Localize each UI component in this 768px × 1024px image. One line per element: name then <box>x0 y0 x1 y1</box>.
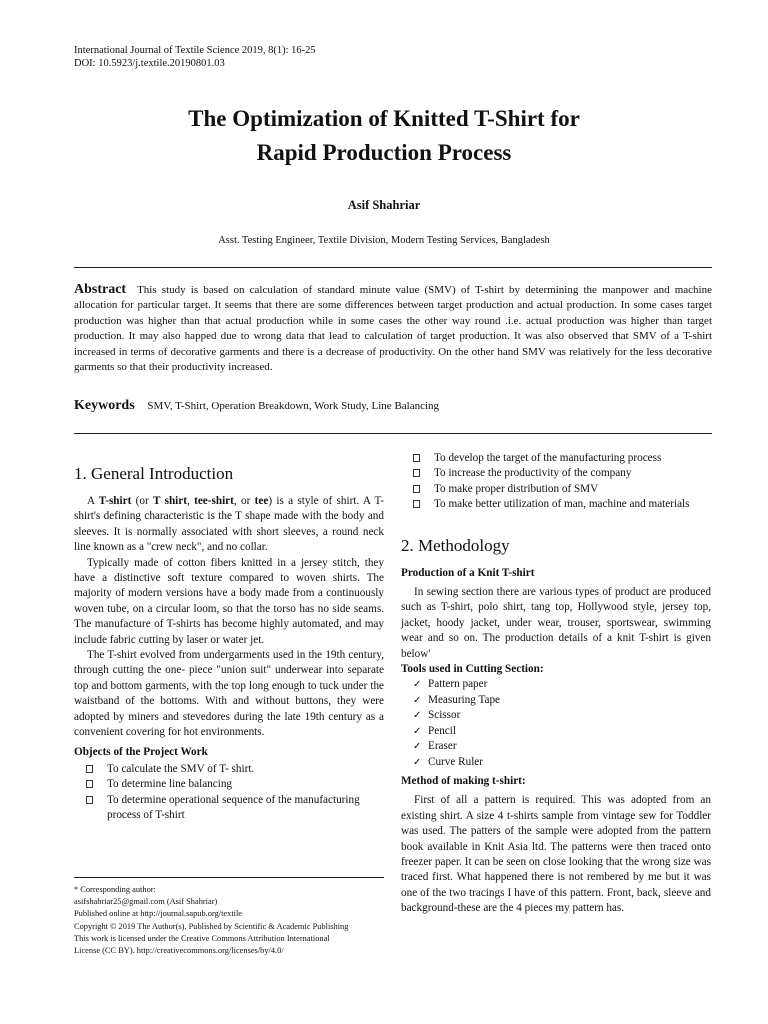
paper-title <box>0 102 768 170</box>
list-item: To make proper distribution of SMV <box>401 482 711 497</box>
checkbox-icon <box>413 500 420 508</box>
copyright: Copyright © 2019 The Author(s). Published by Scientific & Academic Publishing <box>74 921 349 931</box>
author-email: asifshahriar25@gmail.com (Asif Shahriar) <box>74 897 218 907</box>
divider-top <box>74 267 712 268</box>
intro-heading: 1. General Introduction <box>74 464 234 483</box>
objects-list-continued <box>401 451 711 513</box>
list-item: ✓ Curve Ruler <box>401 755 711 770</box>
check-icon: ✓ <box>413 741 422 753</box>
abstract-label: Abstract <box>74 282 127 297</box>
author-name: Asif Shahriar <box>347 198 421 212</box>
method-paragraph: First of all a pattern is required. This was adopted from an existing shirt. A size 4 t-shirts sample from vintage sew for Toddler was used. The patters of the sample were adopted from the pattern book available in Knit Asia ltd. The patterns were then traced onto freezer paper. It can be seen on close looking that the wrong size was traced first. What happened there is not rembered by me but it was one of the two tracings I have of this pattern. Front, back, sleeve and background-these are the 4 pieces my pattern has. <box>401 794 711 915</box>
journal-header <box>74 44 316 70</box>
keywords-label: Keywords <box>74 398 135 413</box>
intro-paragraph-1: A T-shirt (or T shirt, tee-shirt, or tee) is a style of shirt. A T-shirt's defining characteristic is the T shape made with the body and sleeves. It is normally associated with short sleeves, a round neck line known as a "crew neck", and no collar. <box>74 495 385 554</box>
list-item: To make better utilization of man, machine and materials <box>401 497 711 512</box>
checkbox-icon <box>86 796 93 804</box>
list-item: ✓ Pencil <box>401 724 711 739</box>
doi: DOI: 10.5923/j.textile.20190801.03 <box>74 58 225 69</box>
objects-list <box>74 762 384 824</box>
intro-paragraph-3: The T-shirt evolved from undergarments used in the 19th century, through cutting the one- piece "union suit" underwear into separate top and bottom garments, with the top long enough to tuck under the waistband of the bottoms. With and without buttons, they were adopted by miners and stevedores during the late 19th century as a convenient covering for hot environments. <box>74 649 384 739</box>
abstract-text: This study is based on calculation of standard minute value (SMV) of T-shirt by determining the manpower and machine allocation for particular target. It seems that there are some differences between target production and actual production. In some cases target production was higher than that actual production while in some cases the other way round .i.e. actual production was higher than target production. It may also happed due to wrong data that lead to calculation of target production. It was also observed that SMV of a T-shirt increased in terms of decorative garments and there is a decrease of productivity. On the other hand SMV was relatively for the less decorative garments so that their productivity increased. <box>74 284 712 374</box>
checkbox-icon <box>86 765 93 773</box>
check-icon: ✓ <box>413 694 422 706</box>
list-item: To determine line balancing <box>74 777 384 792</box>
check-icon: ✓ <box>413 725 422 737</box>
check-icon: ✓ <box>413 679 422 691</box>
production-paragraph: In sewing section there are various types of product are produced such as T-shirt, polo shirt, tang top, Hollywood style, jersey top, jacket, hoody jacket, under wear, trouser, sportswear, swimming wear and so on. The production details of a knit T-shirt is given below' <box>401 586 711 660</box>
title-line-2: Rapid Production Process <box>256 140 512 165</box>
keywords-text: SMV, T-Shirt, Operation Breakdown, Work Study, Line Balancing <box>147 400 440 412</box>
list-item: To determine operational sequence of the manufacturing process of T-shirt <box>74 793 384 824</box>
checkbox-icon <box>86 780 93 788</box>
corresponding-author: * Corresponding author: <box>74 885 156 894</box>
check-icon: ✓ <box>413 710 422 722</box>
checkbox-icon <box>413 485 420 493</box>
method-heading: Method of making t-shirt: <box>401 774 526 787</box>
list-item: ✓ Scissor <box>401 708 711 723</box>
list-item: To develop the target of the manufacturing process <box>401 451 711 466</box>
intro-paragraph-2: Typically made of cotton fibers knitted in a jersey stitch, they have a distinctive soft texture compared to woven shirts. The majority of modern versions have a body made from a continuously woven tube, on a circular loom, so that the torso has no side seams. The manufacture of T-shirts has become highly automated, and may include fabric cutting by laser or water jet. <box>74 556 384 646</box>
abstract <box>74 282 712 375</box>
right-column <box>401 451 711 917</box>
tools-heading: Tools used in Cutting Section: <box>401 663 544 676</box>
published-online: Published online at http://journal.sapub.org/textile <box>74 909 243 919</box>
journal-citation: International Journal of Textile Science 2019, 8(1): 16-25 <box>74 45 316 56</box>
author-affiliation: Asst. Testing Engineer, Textile Division, Modern Testing Services, Bangladesh <box>218 235 550 246</box>
list-item: To increase the productivity of the company <box>401 466 711 481</box>
keywords <box>74 398 712 414</box>
methodology-heading: 2. Methodology <box>401 535 510 555</box>
footnote-divider <box>74 877 384 878</box>
production-heading: Production of a Knit T-shirt <box>401 566 535 579</box>
tools-list <box>401 677 711 769</box>
list-item: To calculate the SMV of T- shirt. <box>74 762 384 777</box>
license-line-1: This work is licensed under the Creative Commons Attribution International <box>74 933 330 943</box>
list-item: ✓ Pattern paper <box>401 677 711 692</box>
list-item: ✓ Eraser <box>401 739 711 754</box>
check-icon: ✓ <box>413 756 422 768</box>
list-item: ✓ Measuring Tape <box>401 693 711 708</box>
objects-heading: Objects of the Project Work <box>74 745 208 758</box>
left-column <box>74 463 384 824</box>
checkbox-icon <box>413 454 420 462</box>
footnote <box>74 884 394 957</box>
title-line-1: The Optimization of Knitted T-Shirt for <box>188 106 580 131</box>
checkbox-icon <box>413 469 420 477</box>
license-line-2: License (CC BY). http://creativecommons.org/licenses/by/4.0/ <box>74 946 284 956</box>
divider-bottom <box>74 433 712 434</box>
